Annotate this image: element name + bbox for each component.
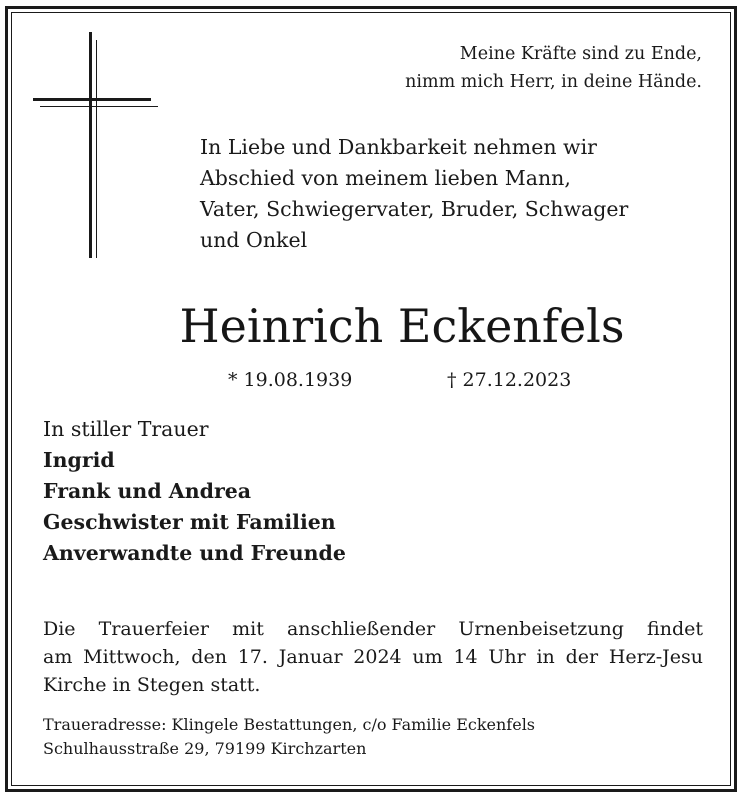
service-notice [43, 615, 703, 699]
address-line-1: Traueradresse: Klingele Bestattungen, c/o Familie Eckenfels [43, 715, 536, 734]
mourner-name: Ingrid [43, 448, 115, 472]
intro-line-2: Abschied von meinem lieben Mann, [200, 166, 571, 190]
verse-line-2: nimm mich Herr, in deine Hände. [405, 72, 702, 92]
mourner-name: Geschwister mit Familien [43, 510, 336, 534]
cross-horizontal-bar [33, 98, 151, 101]
mourning-address [43, 713, 535, 761]
mourners-label: In stiller Trauer [43, 417, 209, 441]
death-date: † 27.12.2023 [447, 369, 572, 391]
deceased-name: Heinrich Eckenfels [179, 299, 625, 353]
intro-line-4: und Onkel [200, 228, 308, 252]
address-line-2: Schulhausstraße 29, 79199 Kirchzarten [43, 739, 367, 758]
mourners-block [43, 414, 346, 569]
service-line-2: am Mittwoch, den 17. Januar 2024 um 14 Uhr in der Herz-Jesu [43, 646, 703, 668]
birth-date: * 19.08.1939 [228, 369, 353, 391]
intro-line-3: Vater, Schwiegervater, Bruder, Schwager [200, 197, 629, 221]
intro-text [200, 132, 628, 256]
verse-line-1: Meine Kräfte sind zu Ende, [459, 44, 702, 64]
mourner-name: Anverwandte und Freunde [43, 541, 346, 565]
cross-vertical-shadow [96, 40, 97, 258]
mourner-name: Frank und Andrea [43, 479, 252, 503]
cross-horizontal-shadow [40, 106, 158, 107]
service-line-3: Kirche in Stegen statt. [43, 674, 261, 696]
verse [405, 40, 702, 96]
intro-line-1: In Liebe und Dankbarkeit nehmen wir [200, 135, 597, 159]
cross-vertical-bar [89, 32, 92, 258]
service-line-1: Die Trauerfeier mit anschließender Urnenbeisetzung findet [43, 618, 703, 640]
